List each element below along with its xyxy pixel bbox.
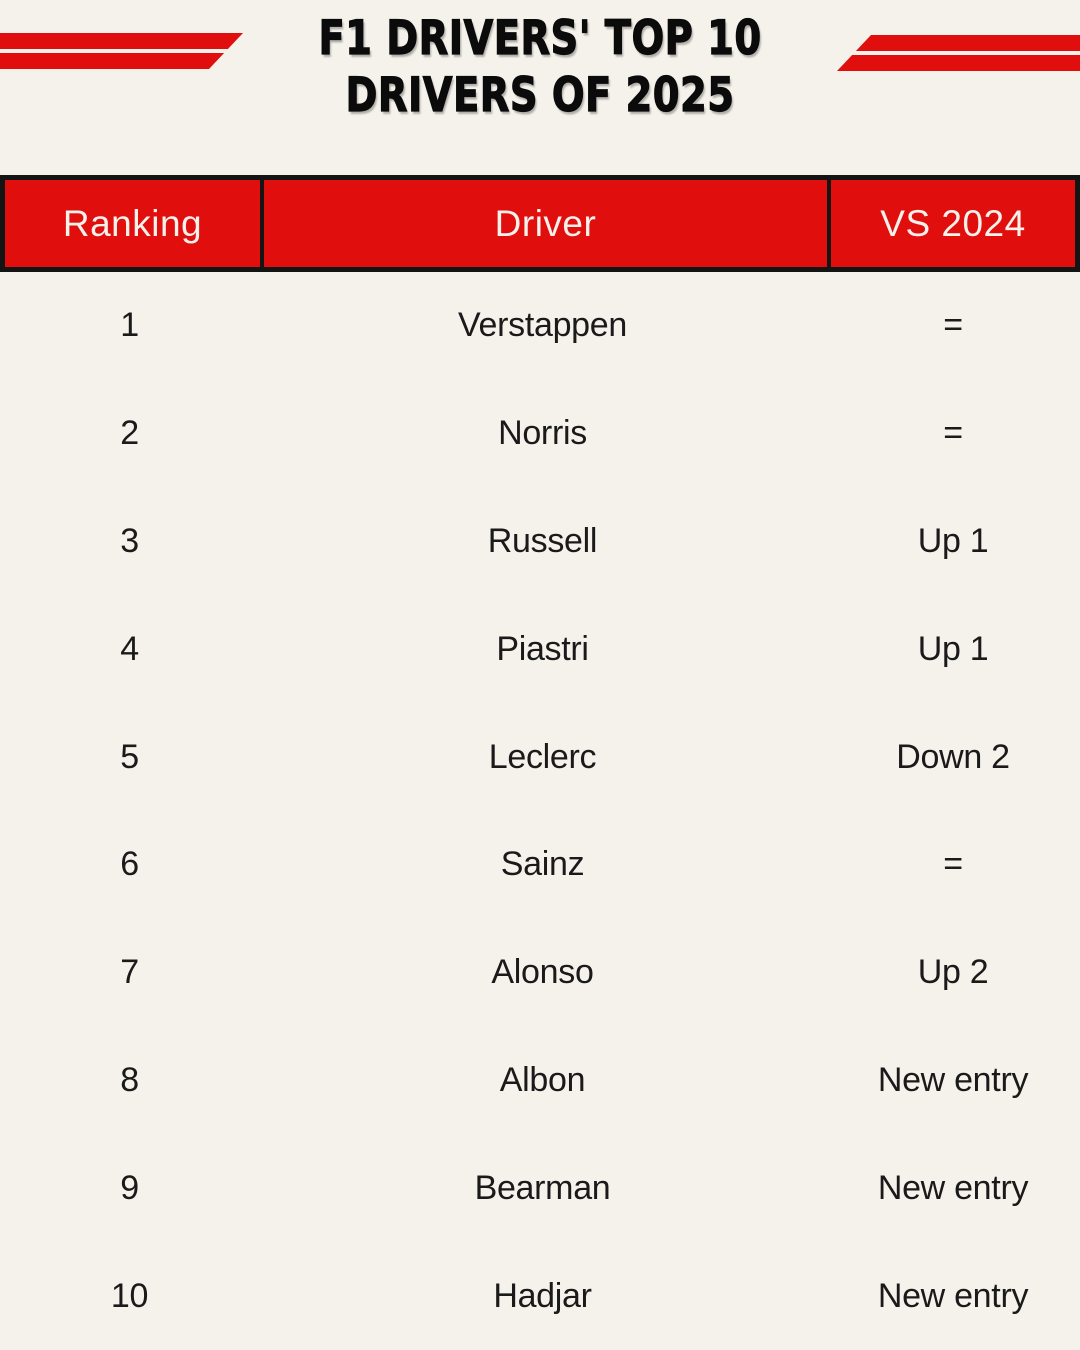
rank-cell: 9	[120, 1168, 139, 1207]
vs-2024-cell: New entry	[877, 1168, 1029, 1207]
column-header-vs-2024: VS 2024	[827, 180, 1075, 267]
page-title-line-2: DRIVERS OF 2025	[345, 68, 735, 123]
driver-cell: Albon	[499, 1060, 586, 1099]
vs-2024-cell: =	[943, 306, 963, 345]
driver-cell: Russell	[487, 521, 598, 560]
rank-cell: 3	[120, 521, 139, 560]
vs-2024-cell: Up 2	[917, 953, 989, 992]
column-header-ranking: Ranking	[62, 202, 203, 244]
vs-2024-cell: New entry	[877, 1276, 1029, 1315]
rank-cell: 2	[120, 414, 139, 453]
driver-cell: Norris	[498, 414, 587, 453]
table-row-5	[0, 703, 1080, 811]
driver-cell: Alonso	[491, 953, 594, 992]
rank-cell: 1	[120, 306, 139, 345]
table-header-row	[0, 175, 1080, 272]
rank-cell: 4	[120, 629, 139, 668]
vs-2024-cell: Up 1	[917, 521, 989, 560]
vs-2024-cell: =	[943, 414, 963, 453]
driver-cell: Leclerc	[488, 737, 597, 776]
rank-cell: 6	[120, 845, 139, 884]
driver-cell: Piastri	[496, 629, 589, 668]
column-header-driver: Driver	[260, 180, 827, 267]
rank-cell: 5	[120, 737, 139, 776]
table-body	[0, 272, 1080, 1350]
table-row-1	[0, 272, 1080, 380]
table-row-8	[0, 1027, 1080, 1135]
table-row-2	[0, 380, 1080, 488]
rank-cell: 10	[110, 1276, 149, 1315]
table-row-7	[0, 919, 1080, 1027]
driver-cell: Verstappen	[457, 306, 628, 345]
table-row-6	[0, 811, 1080, 919]
vs-2024-cell: =	[943, 845, 963, 884]
page-title-line-1: F1 DRIVERS' TOP 10	[318, 11, 762, 66]
table-row-10	[0, 1242, 1080, 1350]
driver-cell: Hadjar	[493, 1276, 592, 1315]
rank-cell: 7	[120, 953, 139, 992]
table-row-4	[0, 595, 1080, 703]
table-row-9	[0, 1134, 1080, 1242]
page-title	[97, 10, 983, 124]
vs-2024-cell: Down 2	[896, 737, 1010, 776]
driver-cell: Bearman	[474, 1168, 611, 1207]
driver-cell: Sainz	[500, 845, 585, 884]
table-row-3	[0, 488, 1080, 596]
rank-cell: 8	[120, 1060, 139, 1099]
vs-2024-cell: Up 1	[917, 629, 989, 668]
vs-2024-cell: New entry	[877, 1060, 1029, 1099]
masthead	[0, 0, 1080, 175]
